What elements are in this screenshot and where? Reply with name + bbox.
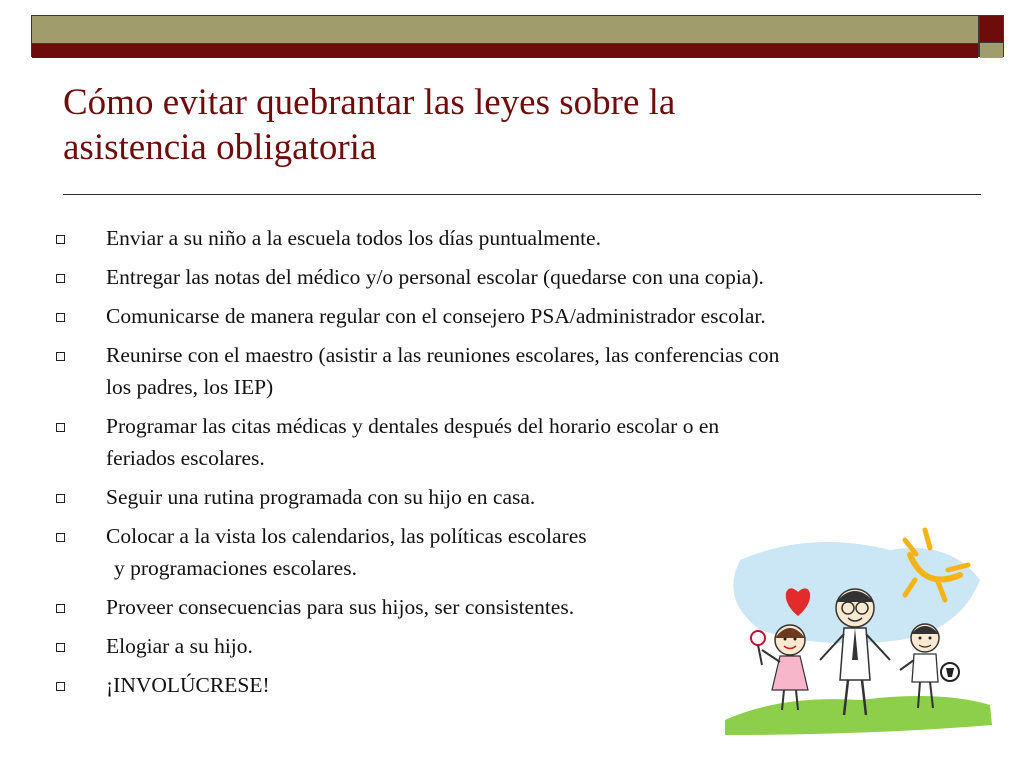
family-drawing-icon [720, 520, 1010, 740]
corner-olive [980, 42, 1003, 58]
bullet-item [56, 222, 976, 254]
bullet-square-icon [56, 533, 65, 542]
bullet-text: Proveer consecuencias para sus hijos, ser consistentes. [106, 595, 575, 619]
header-bar [31, 15, 979, 57]
bullet-text: Seguir una rutina programada con su hijo en casa. [106, 485, 536, 509]
bullet-item [56, 300, 976, 332]
bullet-square-icon [56, 494, 65, 503]
bullet-text: Enviar a su niño a la escuela todos los días puntualmente. [106, 226, 601, 250]
title-line-1: Cómo evitar quebrantar las leyes sobre la [63, 82, 676, 123]
bullet-text: Reunirse con el maestro (asistir a las reuniones escolares, las conferencias con [106, 343, 780, 367]
bullet-square-icon [56, 313, 65, 322]
header-bar-maroon [32, 43, 978, 58]
bullet-item [56, 339, 976, 403]
bullet-item [56, 261, 976, 293]
corner-maroon [980, 16, 1003, 42]
bullet-text: Entregar las notas del médico y/o personal escolar (quedarse con una copia). [106, 265, 764, 289]
bullet-square-icon [56, 604, 65, 613]
title-divider [63, 194, 981, 195]
bullet-square-icon [56, 235, 65, 244]
bullet-square-icon [56, 274, 65, 283]
bullet-square-icon [56, 682, 65, 691]
bullet-text: Elogiar a su hijo. [106, 634, 253, 658]
bullet-text-continued: los padres, los IEP) [106, 375, 274, 399]
bullet-text: ¡INVOLÚCRESE! [106, 673, 270, 697]
bullet-text: Programar las citas médicas y dentales después del horario escolar o en [106, 414, 720, 438]
slide-title [63, 80, 963, 170]
bullet-text-continued: y programaciones escolares. [114, 556, 357, 580]
title-line-2: asistencia obligatoria [63, 127, 377, 168]
bullet-text: Colocar a la vista los calendarios, las políticas escolares [106, 524, 587, 548]
header-corner-block [979, 15, 1004, 57]
bullet-item [56, 410, 976, 474]
bullet-square-icon [56, 643, 65, 652]
bullet-text: Comunicarse de manera regular con el consejero PSA/administrador escolar. [106, 304, 766, 328]
bullet-item [56, 481, 976, 513]
bullet-square-icon [56, 352, 65, 361]
bullet-text-continued: feriados escolares. [106, 446, 265, 470]
bullet-square-icon [56, 423, 65, 432]
header-bar-olive [32, 16, 978, 43]
